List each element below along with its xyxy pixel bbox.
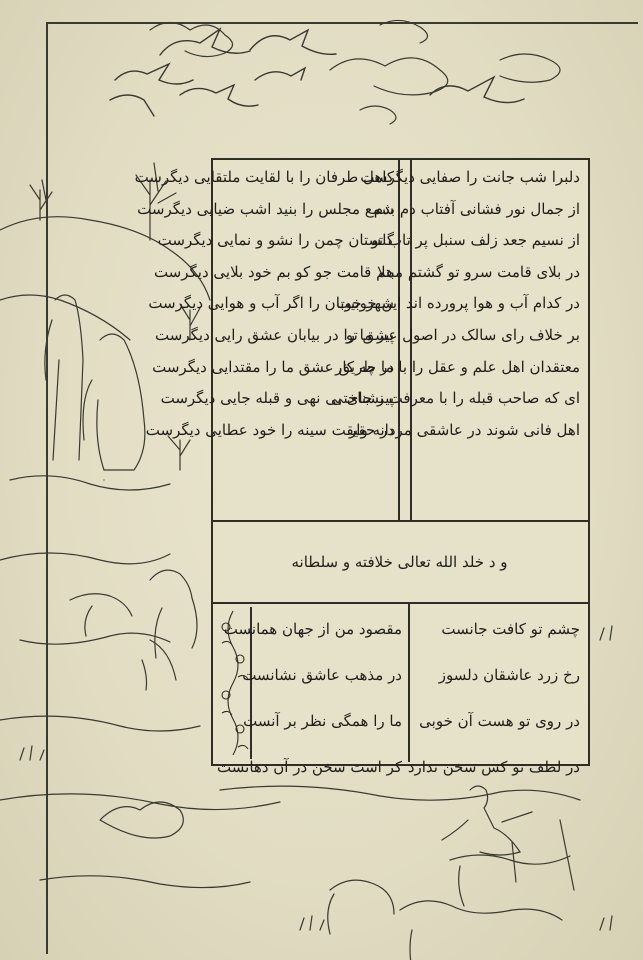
terrain-lines	[20, 633, 170, 644]
verse-line: پیر جای بی نهی و قبله جایی دیگرست	[160, 389, 394, 408]
verse-line: در طریق عشق ما را مقتدایی دیگرست	[152, 357, 394, 376]
verse-line: بر خلاف رای سالک در اصول عشق تو	[345, 325, 580, 344]
verse-line: در کدام آب و هوا پرورده اند این خوبیت	[336, 294, 580, 313]
cattle	[328, 855, 570, 960]
cloud-swirl	[380, 20, 428, 43]
cloud-swirl	[360, 106, 396, 124]
terrain-lines	[0, 716, 200, 731]
terrain-lines	[10, 476, 170, 490]
standing-figures	[45, 295, 145, 480]
lower-right-column	[407, 606, 580, 790]
upper-left-column	[134, 162, 394, 446]
verse-line: در روی تو هست آن خوبی	[419, 712, 580, 730]
verse-line: شهر خوبان را اگر آب و هوایی دیگرست	[148, 294, 394, 313]
terrain-lines	[0, 553, 170, 564]
verse-line: ما را همگی نظر بر آنست	[243, 712, 402, 730]
verse-line: پیر ما را در بیابان عشق رایی دیگرست	[155, 325, 394, 344]
terrain-lines	[40, 876, 250, 888]
cloud-swirl	[330, 58, 448, 95]
verse-line: اهل فانی شوند در عاشقی مردانه وار	[349, 420, 580, 439]
verse-line: ای که صاحب قبله را با معرفت نشناختی	[330, 389, 580, 408]
verse-line: از جمال نور فشانی آفتاب دم بدم	[373, 199, 580, 218]
lower-column-divider	[408, 604, 410, 762]
verse-line: در لطف تو کس سخن ندارد	[407, 758, 580, 776]
verse-line: در مذهب عاشق نشانست	[242, 666, 402, 684]
verse-line: در حقیقت سینه را خود عطایی دیگرست	[145, 420, 394, 439]
verse-line: کر است سخن در آن دهانست	[217, 758, 402, 776]
verse-line: شمع مجلس را بنید اشب ضیایی دیگرست	[137, 199, 394, 218]
verse-line: معتقدان اهل علم و عقل را با ما چه کار	[335, 357, 580, 376]
verse-line: دلبرا شب جانت را صفایی دیگرست	[360, 168, 580, 186]
herder-figure	[442, 786, 574, 890]
flying-birds	[110, 29, 524, 116]
verse-line: در بلای قامت سرو تو گشتم مبتلا	[377, 262, 580, 281]
verse-line: از نسیم جعد زلف سنبل پر تاب تو	[371, 231, 580, 250]
verse-line: مقصود من از جهان همانست	[223, 620, 402, 638]
verse-line: رخ زرد عاشقان دلسوز	[438, 666, 580, 684]
cloud-swirl	[500, 54, 560, 82]
terrain-lines	[0, 794, 280, 810]
verse-line: گلستان چمن را نشو و نمایی دیگرست	[157, 231, 394, 250]
upper-right-column	[330, 162, 580, 446]
verse-line: چشم تو کافت جانست	[441, 620, 580, 638]
verse-line: کاهل طرفان را با لقایت ملتقایی دیگرست	[134, 168, 394, 186]
lower-left-column	[217, 606, 402, 790]
verse-line: هم قامت جو کو بم خود بلایی دیگرست	[153, 262, 394, 281]
cow	[70, 570, 197, 690]
hill	[0, 295, 130, 340]
foliage	[100, 802, 183, 838]
colophon-text: و د خلد الله تعالی خلافته و سلطانه	[291, 553, 508, 571]
